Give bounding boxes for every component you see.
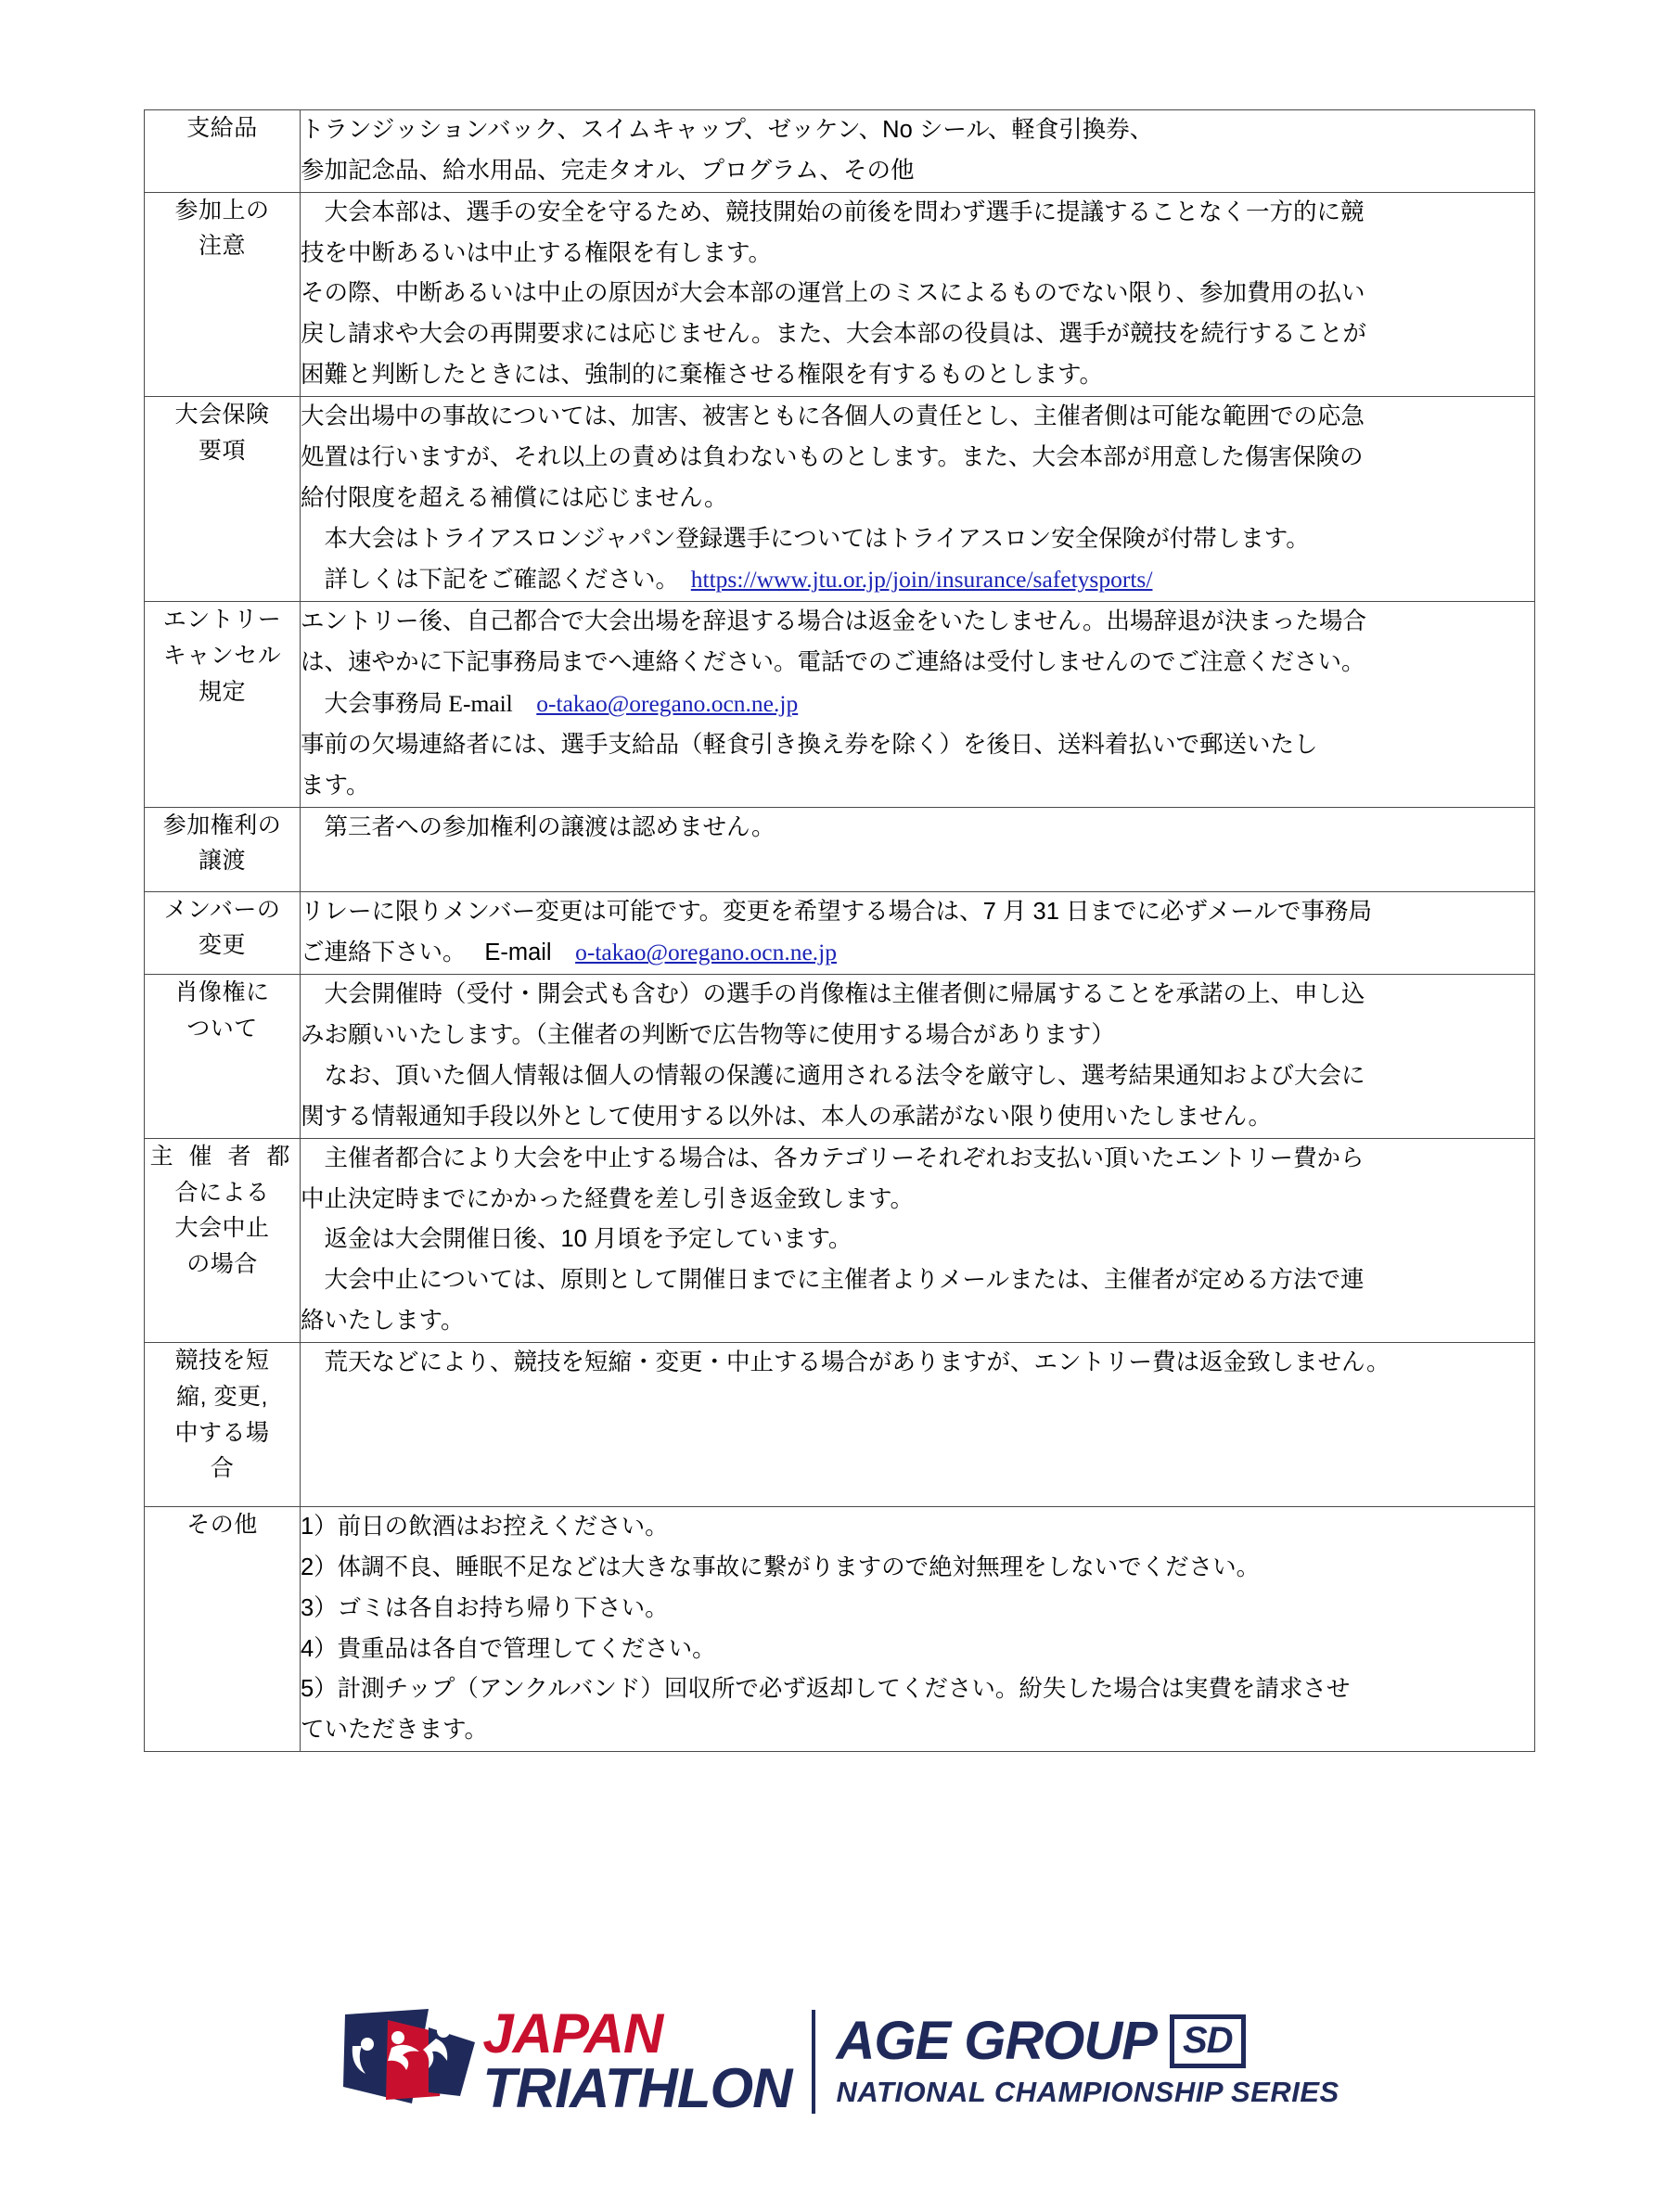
table-row [145, 192, 1535, 396]
list-item: 2）体調不良、睡眠不足などは大きな事故に繋がりますので絶対無理をしないでください。 [301, 1554, 1261, 1580]
japan-triathlon-flag-icon [340, 2007, 479, 2116]
logo-series-block [836, 2011, 1339, 2109]
table-row [145, 110, 1535, 193]
jtu-insurance-link[interactable]: https://www.jtu.or.jp/join/insurance/safetysports/ [690, 566, 1153, 594]
logo-divider [812, 2010, 815, 2114]
list-item: 5）計測チップ（アンクルバンド）回収所で必ず返却してください。紛失した場合は実費を請求させ [301, 1676, 1351, 1703]
entry-cancel-email-prefix: 大会事務局 E-mail [301, 690, 537, 718]
logo-national-championship-series-text: NATIONAL CHAMPIONSHIP SERIES [836, 2076, 1339, 2108]
table-row [145, 397, 1535, 602]
row-body-insurance: 大会出場中の事故については、加害、被害ともに各個人の責任とし、主催者側は可能な範囲での応急 処置は行いますが、それ以上の責めは負わないものとします。また、大会本部が用意した傷害保険の 給付限度を超える補償には応じません。 本大会はトライアスロンジャパン登録選手についてはトライアスロン安全保険が付帯します。 詳しくは下記をご確認ください。 https://www.jtu.or.jp/join/insurance/safetysports/ [301, 397, 1535, 602]
logo-sd-badge: SD [1170, 2014, 1246, 2068]
row-label-participation-notes: 参加上の 注意 [145, 192, 301, 396]
table-row [145, 891, 1535, 975]
table-row [145, 975, 1535, 1138]
logo-triathlon-text: TRIATHLON [482, 2057, 792, 2119]
row-label-supplies: 支給品 [145, 110, 301, 193]
table-row [145, 1138, 1535, 1342]
table-row [145, 807, 1535, 891]
office-email-link[interactable]: o-takao@oregano.ocn.ne.jp [536, 690, 799, 718]
list-item: 1）前日の飲酒はお控えください。 [301, 1513, 669, 1540]
footer-logo [0, 1992, 1679, 2131]
row-label-other: その他 [145, 1506, 301, 1751]
row-body-shorten-change-cancel: 荒天などにより、競技を短縮・変更・中止する場合がありますが、エントリー費は返金致しません。 [301, 1343, 1535, 1507]
row-body-entry-cancel: エントリー後、自己都合で大会出場を辞退する場合は返金をいたしません。出場辞退が決まった場合 は、速やかに下記事務局までへ連絡ください。電話でのご連絡は受付しませんのでご注意ください。 大会事務局 E-mail o-takao@oregano.ocn.ne.jp 事前の欠場連絡者には、選手支給品（軽食引き換え券を除く）を後日、送料着払いで郵送いたし ます。 [301, 602, 1535, 807]
row-body-supplies: トランジッションバック、スイムキャップ、ゼッケン、No シール、軽食引換券、 参加記念品、給水用品、完走タオル、プログラム、その他 [301, 110, 1535, 193]
row-body-transfer-rights: 第三者への参加権利の譲渡は認めません。 [301, 807, 1535, 891]
row-label-member-change: メンバーの 変更 [145, 891, 301, 975]
logo-japan-text: JAPAN [482, 2002, 663, 2065]
row-body-other [301, 1506, 1535, 1751]
list-item: 4）貴重品は各自で管理してください。 [301, 1635, 716, 1662]
insurance-link-prefix: 詳しくは下記をご確認ください。 [301, 567, 691, 594]
jtu-age-group-logo [340, 1997, 1339, 2127]
row-body-member-change: リレーに限りメンバー変更は可能です。変更を希望する場合は、7 月 31 日までに必ずメールで事務局 ご連絡下さい。 E-mail o-takao@oregano.ocn.ne.jp [301, 891, 1535, 975]
logo-age-group-text: AGE GROUP [836, 2011, 1157, 2071]
row-label-shorten-change-cancel: 競技を短 縮, 変更, 中する場 合 [145, 1343, 301, 1507]
row-label-insurance: 大会保険 要項 [145, 397, 301, 602]
row-label-entry-cancel: エントリー キャンセル 規定 [145, 602, 301, 807]
logo-wordmark [482, 2002, 792, 2119]
office-email-link-2[interactable]: o-takao@oregano.ocn.ne.jp [575, 939, 838, 966]
member-change-email-prefix: ご連絡下さい。 E-mail [301, 940, 576, 966]
regulations-table [144, 109, 1535, 1752]
row-body-portrait-rights: 大会開催時（受付・開会式も含む）の選手の肖像権は主催者側に帰属することを承諾の上、申し込 みお願いいたします。（主催者の判断で広告物等に使用する場合があります） なお、頂いた個人情報は個人の情報の保護に適用される法令を厳守し、選考結果通知および大会に 関する情報通知手段以外として使用する以外は、本人の承諾がない限り使用いたしません。 [301, 975, 1535, 1138]
member-change-email-line [301, 932, 1534, 974]
entry-cancel-email-line [301, 684, 1534, 725]
row-label-organizer-cancellation: 主 催 者 都 合による 大会中止 の場合 [145, 1138, 301, 1342]
table-row [145, 1343, 1535, 1507]
row-label-portrait-rights: 肖像権に ついて [145, 975, 301, 1138]
table-row [145, 602, 1535, 807]
table-row [145, 1506, 1535, 1751]
insurance-link-line [301, 559, 1534, 601]
row-body-organizer-cancellation: 主催者都合により大会を中止する場合は、各カテゴリーそれぞれお支払い頂いたエントリー費から 中止決定時までにかかった経費を差し引き返金致します。 返金は大会開催日後、10 月頃を予定しています。 大会中止については、原則として開催日までに主催者よりメールまたは、主催者が定める方法で連 絡いたします。 [301, 1138, 1535, 1342]
row-body-participation-notes: 大会本部は、選手の安全を守るため、競技開始の前後を問わず選手に提議することなく一方的に競 技を中断あるいは中止する権限を有します。 その際、中断あるいは中止の原因が大会本部の運営上のミスによるものでない限り、参加費用の払い 戻し請求や大会の再開要求には応じません。また、大会本部の役員は、選手が競技を続行することが 困難と判断したときには、強制的に棄権させる権限を有するものとします。 [301, 192, 1535, 396]
list-item: ていただきます。 [301, 1717, 488, 1744]
row-label-transfer-rights: 参加権利の 譲渡 [145, 807, 301, 891]
list-item: 3）ゴミは各自お持ち帰り下さい。 [301, 1594, 669, 1621]
